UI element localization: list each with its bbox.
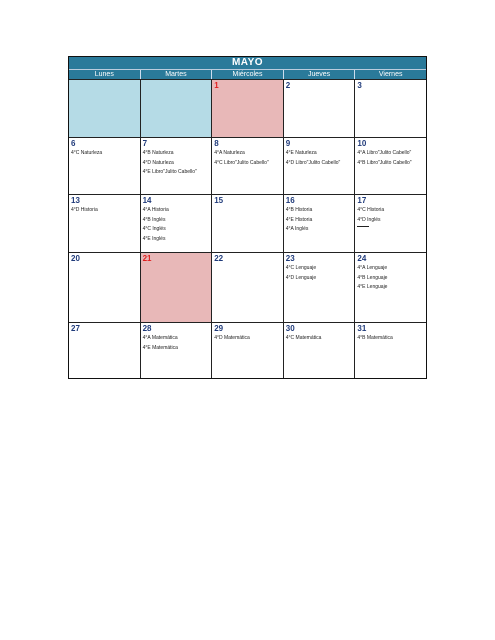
day-cell	[140, 323, 212, 378]
day-cell	[69, 195, 140, 252]
month-title: MAYO	[69, 57, 426, 69]
day-number: 6	[71, 139, 76, 148]
week-row	[69, 79, 426, 137]
day-number: 20	[71, 254, 80, 263]
event-item: 4°A Lenguaje	[357, 265, 388, 271]
day-number: 9	[285, 139, 291, 148]
divider	[357, 226, 369, 227]
event-item: 4°B Inglés	[142, 216, 166, 223]
event-item: 4°A Inglés	[285, 226, 309, 232]
event-item: 4°D Matemática	[214, 335, 250, 341]
day-number: 29	[214, 324, 224, 333]
weekday-miercoles: Miércoles	[211, 70, 283, 79]
event-item: 4°E Inglés	[142, 235, 166, 242]
day-cell	[283, 80, 355, 137]
week-row	[69, 252, 426, 322]
event-item: 4°D Naturleza	[142, 159, 174, 166]
event-item: 4°A Historia	[142, 207, 169, 213]
day-number: 16	[285, 196, 295, 205]
event-item: 4°C Lenguaje	[285, 265, 317, 271]
day-number: 13	[71, 196, 80, 205]
day-cell-empty	[69, 80, 140, 137]
day-number: 15	[214, 196, 224, 205]
day-cell	[211, 195, 283, 252]
day-number: 7	[142, 139, 148, 148]
day-cell	[354, 195, 426, 252]
event-item: 4°D Lenguaje	[285, 274, 317, 281]
event-item: 4°D Historia	[71, 207, 98, 213]
event-item: 4°E Lenguaje	[357, 284, 388, 290]
day-cell	[140, 253, 212, 322]
day-cell	[140, 195, 212, 252]
day-number: 27	[71, 324, 80, 333]
event-item: 4°E Libro"Julito Cabello"	[142, 169, 197, 175]
event-item: 4°C Matemática	[285, 335, 322, 341]
event-item: 4°C Libro"Julito Cabello"	[214, 159, 269, 166]
event-item: 4°A Matemática	[142, 335, 178, 341]
event-item: 4°E Historia	[285, 216, 313, 223]
day-cell	[69, 253, 140, 322]
day-number: 17	[357, 196, 367, 205]
day-cell	[354, 80, 426, 137]
day-number: 30	[285, 324, 295, 333]
day-cell	[354, 323, 426, 378]
day-cell	[140, 138, 212, 194]
day-number: 28	[142, 324, 152, 333]
day-cell	[283, 138, 355, 194]
event-item: 4°C Inglés	[142, 226, 166, 232]
day-cell	[69, 323, 140, 378]
calendar	[68, 56, 427, 379]
week-row	[69, 322, 426, 378]
day-cell	[211, 80, 283, 137]
weekday-header	[69, 69, 426, 79]
event-item: 4°B Libro"Julito Cabello"	[357, 159, 412, 166]
weekday-martes: Martes	[140, 70, 212, 79]
event-item: 4°D Inglés	[357, 216, 381, 223]
weekday-lunes: Lunes	[69, 70, 140, 79]
day-number: 31	[357, 324, 367, 333]
day-cell	[211, 138, 283, 194]
event-item: 4°B Matemática	[357, 335, 393, 341]
day-cell	[283, 253, 355, 322]
event-item: 4°B Naturleza	[142, 150, 174, 156]
day-number: 2	[285, 81, 291, 90]
event-item: 4°E Matemática	[142, 344, 178, 351]
event-item: 4°D Libro"Julito Cabello"	[285, 159, 341, 166]
week-row	[69, 194, 426, 252]
day-cell	[283, 323, 355, 378]
event-item: 4°C Naturleza	[71, 150, 103, 156]
event-item: 4°B Lenguaje	[357, 274, 388, 281]
day-cell	[354, 138, 426, 194]
weekday-jueves: Jueves	[283, 70, 355, 79]
day-number: 21	[142, 254, 152, 263]
event-item: 4°A Libro"Julito Cabello"	[357, 150, 412, 156]
day-cell	[211, 253, 283, 322]
event-item: 4°B Historia	[285, 207, 313, 213]
day-number: 22	[214, 254, 224, 263]
day-number: 1	[214, 81, 219, 90]
day-cell-empty	[140, 80, 212, 137]
event-item: 4°C Historia	[357, 207, 385, 213]
event-item: 4°E Naturleza	[285, 150, 317, 156]
day-number: 10	[357, 139, 367, 148]
day-number: 24	[357, 254, 367, 263]
day-cell	[354, 253, 426, 322]
day-cell	[69, 138, 140, 194]
event-item: 4°A Naturleza	[214, 150, 245, 156]
week-row	[69, 137, 426, 194]
weekday-viernes: Viernes	[354, 70, 426, 79]
day-number: 3	[357, 81, 362, 90]
day-number: 8	[214, 139, 219, 148]
day-cell	[283, 195, 355, 252]
day-cell	[211, 323, 283, 378]
day-number: 23	[285, 254, 295, 263]
day-number: 14	[142, 196, 152, 205]
